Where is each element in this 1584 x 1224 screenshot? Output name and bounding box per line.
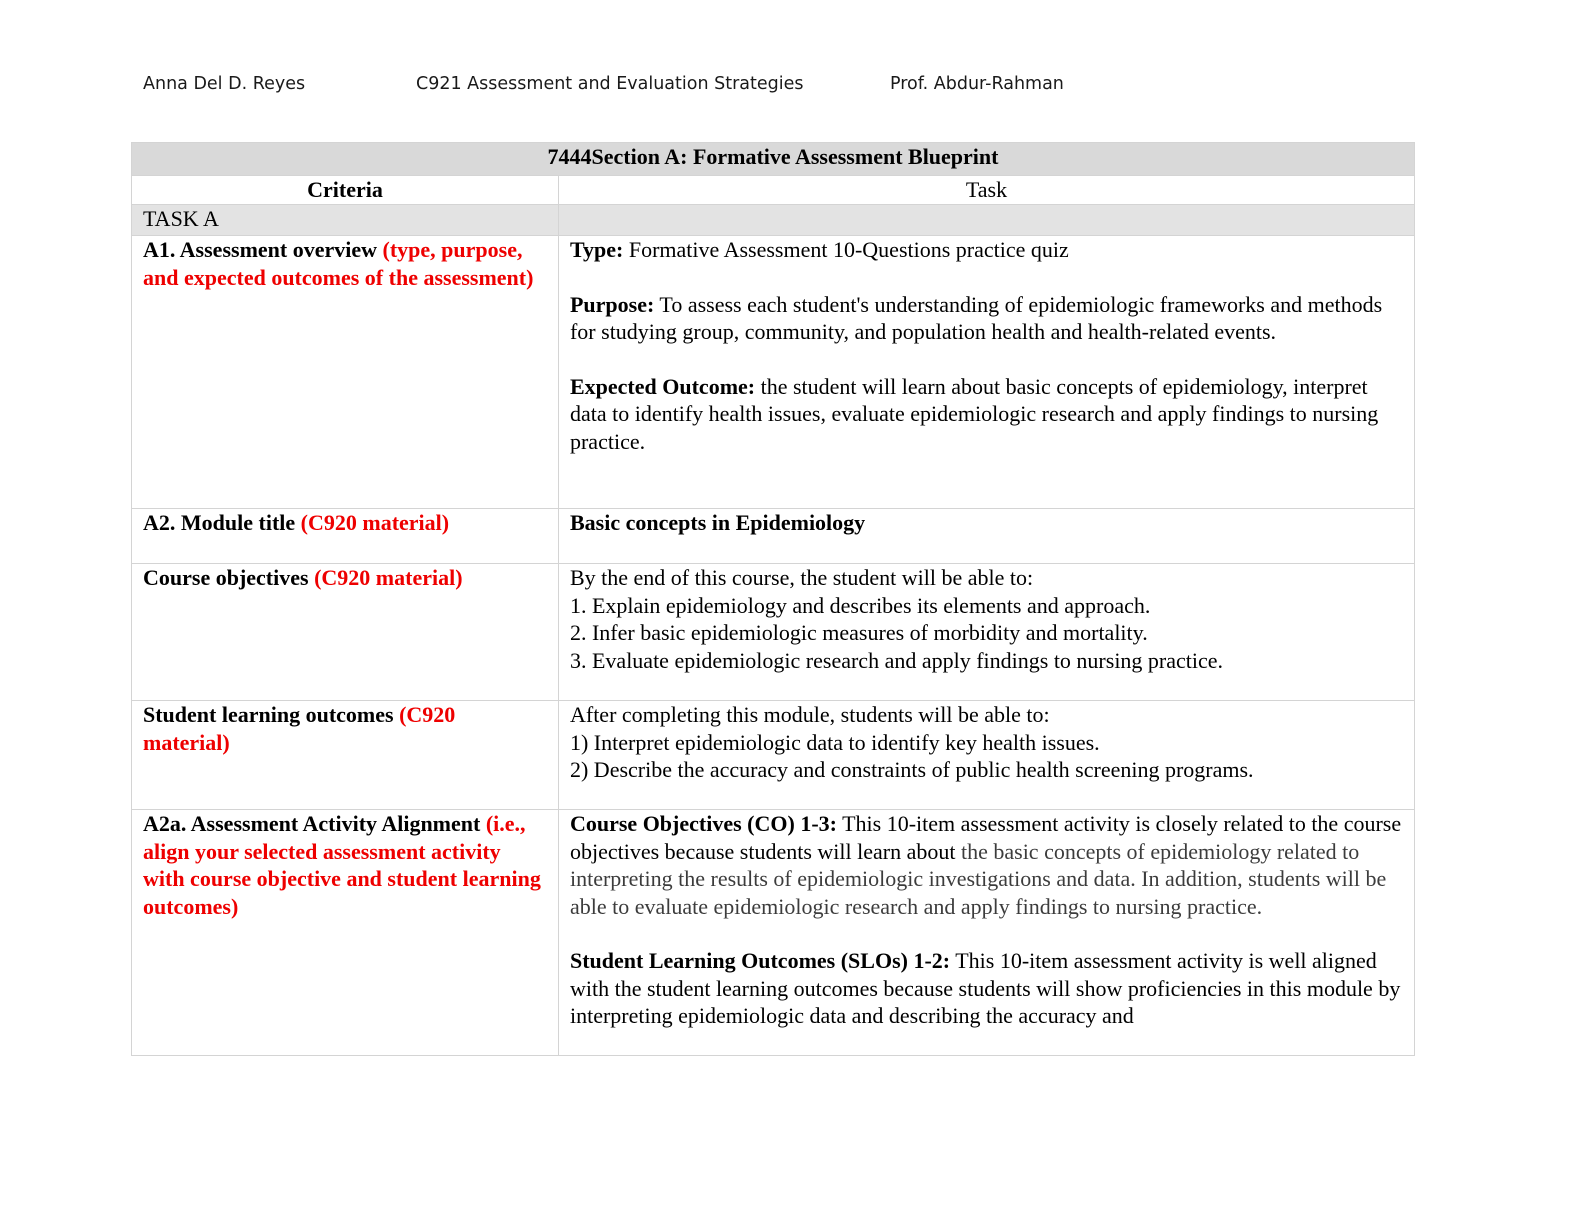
assessment-blueprint-table (131, 142, 1415, 1056)
list-item: 2. Infer basic epidemiologic measures of morbidity and mortality. (569, 620, 1148, 645)
list-item: 2) Describe the accuracy and constraints of public health screening programs. (569, 757, 1254, 782)
criteria-cell-course-objectives (132, 564, 559, 701)
table-title: 7444Section A: Formative Assessment Blueprint (132, 143, 1415, 176)
criteria-cell-slo (132, 701, 559, 810)
criteria-note: (type, purpose, and expected outcomes of the assessment) (143, 237, 534, 290)
header-author: Anna Del D. Reyes (143, 74, 306, 94)
header-course: C921 Assessment and Evaluation Strategies (416, 74, 804, 94)
criteria-cell-a1 (132, 236, 559, 509)
purpose-paragraph (570, 291, 1403, 346)
table-row (132, 810, 1415, 1056)
criteria-title: A2. Module title (143, 510, 301, 535)
criteria-title: Course objectives (143, 565, 315, 590)
criteria-cell-a2a (132, 810, 559, 1056)
table-row (132, 701, 1415, 810)
type-label: Type: (569, 237, 624, 262)
task-cell-a2 (558, 509, 1414, 564)
slo-intro: After completing this module, students will be able to: (569, 702, 1050, 727)
criteria-title: Student learning outcomes (143, 702, 400, 727)
section-label: TASK A (132, 205, 559, 236)
purpose-label: Purpose: (569, 291, 655, 317)
module-title: Basic concepts in Epidemiology (569, 510, 866, 535)
section-empty-cell (558, 205, 1414, 236)
purpose-text: To assess each student's understanding of epidemiologic frameworks and methods for studying group, community, and population health and health-related events. (569, 291, 1383, 344)
expected-outcome-paragraph (570, 373, 1403, 456)
co-alignment-label: Course Objectives (CO) 1-3: (569, 811, 837, 836)
co-alignment-paragraph (570, 810, 1403, 920)
criteria-note: (C920 material) (300, 510, 450, 535)
column-header-task: Task (558, 176, 1414, 205)
section-row (132, 205, 1415, 236)
header-professor: Prof. Abdur-Rahman (890, 74, 1064, 94)
list-item: 1. Explain epidemiology and describes its elements and approach. (569, 592, 1151, 618)
criteria-note: (i.e., align your selected assessment activity with course objective and student learning outcomes) (143, 811, 541, 919)
co-alignment-text: This 10-item assessment activity is closely related to the course objectives because students will learn about (569, 811, 1402, 864)
table-row (132, 509, 1415, 564)
objectives-intro: By the end of this course, the student will be able to: (569, 565, 1034, 590)
table-row (132, 236, 1415, 509)
slo-alignment-paragraph (570, 947, 1403, 1030)
list-item: 1) Interpret epidemiologic data to identify key health issues. (569, 729, 1100, 755)
column-header-criteria: Criteria (132, 176, 559, 205)
type-line (570, 236, 1403, 264)
slo-alignment-text: This 10-item assessment activity is well aligned with the student learning outcomes because students will show proficiencies in this module by interpreting epidemiologic data and describing the accuracy and (569, 948, 1401, 1028)
table-title-row (132, 143, 1415, 176)
co-alignment-text-continued: the basic concepts of epidemiology related to interpreting the results of epidemiologic investigations and data. In addition, students will be able to evaluate epidemiologic research and apply findings to nursing practice. (569, 838, 1387, 919)
task-cell-course-objectives (558, 564, 1414, 701)
criteria-cell-a2 (132, 509, 559, 564)
type-text: Formative Assessment 10-Questions practice quiz (623, 237, 1069, 262)
criteria-title: A1. Assessment overview (143, 237, 383, 262)
criteria-note: (C920 material) (143, 702, 456, 755)
task-cell-a2a (558, 810, 1414, 1056)
table-row (132, 564, 1415, 701)
criteria-title: A2a. Assessment Activity Alignment (143, 811, 486, 836)
column-header-row (132, 176, 1415, 205)
task-cell-slo (558, 701, 1414, 810)
expected-outcome-label: Expected Outcome: (569, 373, 756, 399)
criteria-note: (C920 material) (314, 565, 463, 590)
expected-outcome-text: the student will learn about basic concepts of epidemiology, interpret data to identify health issues, evaluate epidemiologic research and apply findings to nursing practice. (569, 373, 1379, 454)
slo-alignment-label: Student Learning Outcomes (SLOs) 1-2: (569, 948, 951, 973)
list-item: 3. Evaluate epidemiologic research and apply findings to nursing practice. (569, 647, 1224, 673)
task-cell-a1 (558, 236, 1414, 509)
